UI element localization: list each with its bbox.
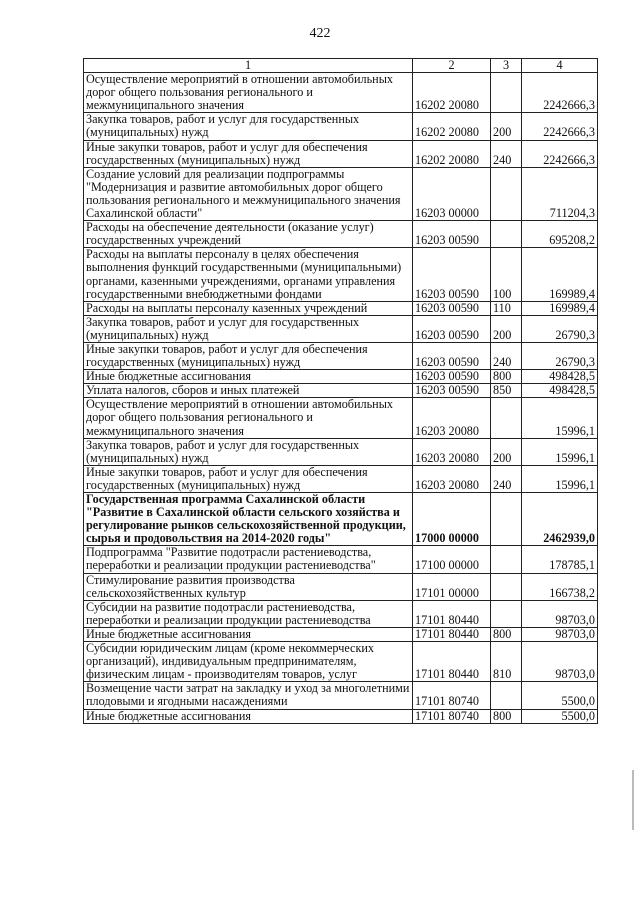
row-code-cell: 17000 00000 bbox=[413, 493, 491, 546]
row-name-cell: Расходы на выплаты персоналу в целях обеспечения выполнения функций государственными (муниципальными) органами, казенными учреждениями, органами управления государственными внебюджетными фондами bbox=[84, 248, 413, 301]
header-col-2: 2 bbox=[413, 59, 491, 73]
row-amount-cell: 26790,3 bbox=[522, 342, 598, 369]
table-row bbox=[84, 493, 598, 546]
row-amount-cell: 178785,1 bbox=[522, 546, 598, 573]
header-col-1: 1 bbox=[84, 59, 413, 73]
page-edge-mark bbox=[632, 770, 634, 830]
row-type-cell: 240 bbox=[491, 465, 522, 492]
table-row bbox=[84, 642, 598, 682]
row-amount-cell: 2242666,3 bbox=[522, 140, 598, 167]
table-row bbox=[84, 342, 598, 369]
row-type-cell: 200 bbox=[491, 113, 522, 140]
row-code-cell: 16203 00590 bbox=[413, 384, 491, 398]
row-amount-cell: 15996,1 bbox=[522, 465, 598, 492]
row-name-cell: Субсидии на развитие подотрасли растениеводства, переработки и реализации продукции растениеводства bbox=[84, 600, 413, 627]
row-amount-cell: 5500,0 bbox=[522, 709, 598, 723]
row-amount-cell: 15996,1 bbox=[522, 438, 598, 465]
row-amount-cell: 166738,2 bbox=[522, 573, 598, 600]
row-type-cell bbox=[491, 600, 522, 627]
row-amount-cell: 498428,5 bbox=[522, 370, 598, 384]
row-code-cell: 16202 20080 bbox=[413, 73, 491, 113]
row-code-cell: 16203 00590 bbox=[413, 221, 491, 248]
row-code-cell: 16203 20080 bbox=[413, 465, 491, 492]
table-row bbox=[84, 546, 598, 573]
row-name-cell: Осуществление мероприятий в отношении автомобильных дорог общего пользования регионального и межмуниципального значения bbox=[84, 73, 413, 113]
row-type-cell: 200 bbox=[491, 438, 522, 465]
row-name-cell: Государственная программа Сахалинской области "Развитие в Сахалинской области сельского хозяйства и регулирование рынков сельскохозяйственной продукции, сырья и продовольствия на 2014-2020 годы" bbox=[84, 493, 413, 546]
row-name-cell: Иные бюджетные ассигнования bbox=[84, 370, 413, 384]
row-name-cell: Расходы на обеспечение деятельности (оказание услуг) государственных учреждений bbox=[84, 221, 413, 248]
row-type-cell: 240 bbox=[491, 140, 522, 167]
row-name-cell: Стимулирование развития производства сельскохозяйственных культур bbox=[84, 573, 413, 600]
row-name-cell: Субсидии юридическим лицам (кроме некоммерческих организаций), индивидуальным предпринимателям, физическим лицам - производителям товаров, услуг bbox=[84, 642, 413, 682]
row-code-cell: 16203 20080 bbox=[413, 398, 491, 438]
table-row bbox=[84, 398, 598, 438]
row-type-cell: 800 bbox=[491, 709, 522, 723]
row-code-cell: 17100 00000 bbox=[413, 546, 491, 573]
page-number: 422 bbox=[309, 26, 331, 41]
table-row bbox=[84, 438, 598, 465]
row-amount-cell: 169989,4 bbox=[522, 248, 598, 301]
table-row bbox=[84, 167, 598, 220]
budget-table bbox=[83, 58, 598, 724]
row-amount-cell: 98703,0 bbox=[522, 642, 598, 682]
row-type-cell bbox=[491, 573, 522, 600]
row-amount-cell: 2242666,3 bbox=[522, 73, 598, 113]
row-code-cell: 16202 20080 bbox=[413, 113, 491, 140]
row-code-cell: 17101 80440 bbox=[413, 627, 491, 641]
row-code-cell: 16203 20080 bbox=[413, 438, 491, 465]
row-code-cell: 17101 80440 bbox=[413, 600, 491, 627]
row-name-cell: Возмещение части затрат на закладку и уход за многолетними плодовыми и ягодными насаждениями bbox=[84, 682, 413, 709]
row-type-cell bbox=[491, 493, 522, 546]
row-type-cell bbox=[491, 398, 522, 438]
header-col-4: 4 bbox=[522, 59, 598, 73]
table-row bbox=[84, 370, 598, 384]
table-row bbox=[84, 573, 598, 600]
row-type-cell: 850 bbox=[491, 384, 522, 398]
row-type-cell bbox=[491, 546, 522, 573]
row-name-cell: Закупка товаров, работ и услуг для государственных (муниципальных) нужд bbox=[84, 438, 413, 465]
row-code-cell: 16203 00590 bbox=[413, 342, 491, 369]
row-type-cell: 200 bbox=[491, 315, 522, 342]
row-type-cell bbox=[491, 167, 522, 220]
row-name-cell: Подпрограмма "Развитие подотрасли растениеводства, переработки и реализации продукции растениеводства" bbox=[84, 546, 413, 573]
row-type-cell bbox=[491, 682, 522, 709]
table-row bbox=[84, 682, 598, 709]
row-code-cell: 16203 00590 bbox=[413, 248, 491, 301]
table-row bbox=[84, 709, 598, 723]
table-row bbox=[84, 301, 598, 315]
row-code-cell: 16202 20080 bbox=[413, 140, 491, 167]
row-name-cell: Иные бюджетные ассигнования bbox=[84, 627, 413, 641]
row-amount-cell: 26790,3 bbox=[522, 315, 598, 342]
table-row bbox=[84, 600, 598, 627]
row-name-cell: Иные закупки товаров, работ и услуг для обеспечения государственных (муниципальных) нужд bbox=[84, 140, 413, 167]
row-code-cell: 16203 00590 bbox=[413, 315, 491, 342]
table-header-row bbox=[84, 59, 598, 73]
row-code-cell: 17101 80440 bbox=[413, 642, 491, 682]
row-amount-cell: 695208,2 bbox=[522, 221, 598, 248]
row-amount-cell: 711204,3 bbox=[522, 167, 598, 220]
row-type-cell: 800 bbox=[491, 627, 522, 641]
table-row bbox=[84, 465, 598, 492]
row-amount-cell: 169989,4 bbox=[522, 301, 598, 315]
row-type-cell: 810 bbox=[491, 642, 522, 682]
row-name-cell: Осуществление мероприятий в отношении автомобильных дорог общего пользования регионального и межмуниципального значения bbox=[84, 398, 413, 438]
row-code-cell: 17101 00000 bbox=[413, 573, 491, 600]
row-amount-cell: 5500,0 bbox=[522, 682, 598, 709]
row-type-cell: 110 bbox=[491, 301, 522, 315]
row-amount-cell: 98703,0 bbox=[522, 600, 598, 627]
table-body bbox=[84, 73, 598, 724]
table-row bbox=[84, 384, 598, 398]
row-name-cell: Уплата налогов, сборов и иных платежей bbox=[84, 384, 413, 398]
row-name-cell: Создание условий для реализации подпрограммы "Модернизация и развитие автомобильных дорог общего пользования регионального и межмуниципального значения Сахалинской области" bbox=[84, 167, 413, 220]
table-row bbox=[84, 73, 598, 113]
table-row bbox=[84, 315, 598, 342]
table-row bbox=[84, 221, 598, 248]
row-name-cell: Расходы на выплаты персоналу казенных учреждений bbox=[84, 301, 413, 315]
row-name-cell: Иные закупки товаров, работ и услуг для обеспечения государственных (муниципальных) нужд bbox=[84, 465, 413, 492]
row-code-cell: 17101 80740 bbox=[413, 709, 491, 723]
row-type-cell bbox=[491, 73, 522, 113]
table-row bbox=[84, 627, 598, 641]
table-row bbox=[84, 248, 598, 301]
row-name-cell: Закупка товаров, работ и услуг для государственных (муниципальных) нужд bbox=[84, 315, 413, 342]
row-type-cell: 100 bbox=[491, 248, 522, 301]
row-name-cell: Иные закупки товаров, работ и услуг для обеспечения государственных (муниципальных) нужд bbox=[84, 342, 413, 369]
row-amount-cell: 2242666,3 bbox=[522, 113, 598, 140]
row-type-cell: 240 bbox=[491, 342, 522, 369]
row-name-cell: Иные бюджетные ассигнования bbox=[84, 709, 413, 723]
row-code-cell: 16203 00590 bbox=[413, 370, 491, 384]
row-name-cell: Закупка товаров, работ и услуг для государственных (муниципальных) нужд bbox=[84, 113, 413, 140]
row-amount-cell: 2462939,0 bbox=[522, 493, 598, 546]
header-col-3: 3 bbox=[491, 59, 522, 73]
row-amount-cell: 15996,1 bbox=[522, 398, 598, 438]
row-type-cell bbox=[491, 221, 522, 248]
row-amount-cell: 498428,5 bbox=[522, 384, 598, 398]
row-type-cell: 800 bbox=[491, 370, 522, 384]
table-row bbox=[84, 140, 598, 167]
row-amount-cell: 98703,0 bbox=[522, 627, 598, 641]
row-code-cell: 17101 80740 bbox=[413, 682, 491, 709]
table-row bbox=[84, 113, 598, 140]
row-code-cell: 16203 00590 bbox=[413, 301, 491, 315]
row-code-cell: 16203 00000 bbox=[413, 167, 491, 220]
